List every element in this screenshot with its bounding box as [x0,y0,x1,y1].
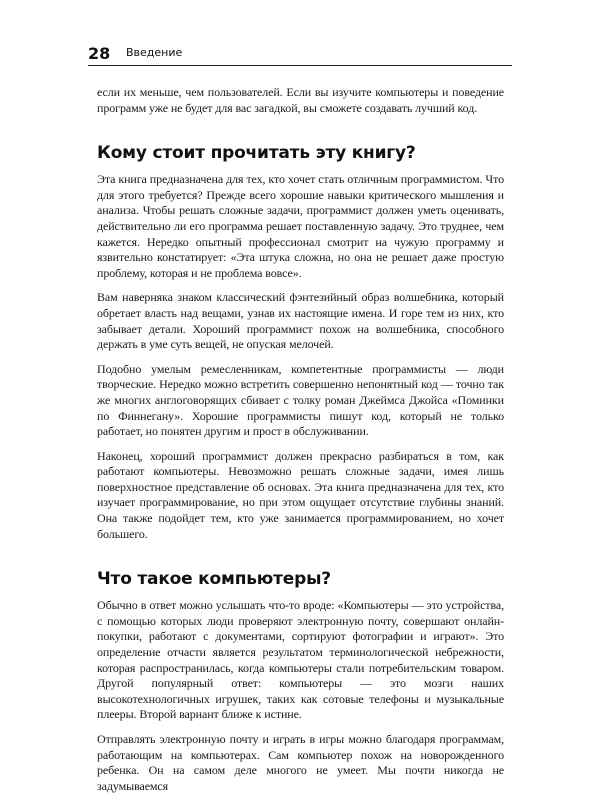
page-number: 28 [88,44,111,63]
header-rule [88,65,512,66]
paragraph: Отправлять электронную почту и играть в игры можно благодаря программам, работающим на компьютерах. Сам компьютер похож на новорожденного ребенка. Он на самом деле многого не умеет. Мы почти никогда не задумываемся [97,732,504,793]
page-body [97,85,504,803]
running-header-section: Введение [126,46,183,59]
paragraph: Вам наверняка знаком классический фэнтезийный образ волшебника, который обретает власть над вещами, узнав их настоящие имена. И горе тем из них, кто забывает детали. Хороший программист похож на волшебника, способного держать в уме суть вещей, не опуская мелочей. [97,290,504,352]
paragraph: Эта книга предназначена для тех, кто хочет стать отличным программистом. Что для этого требуется? Прежде всего хорошие навыки критического мышления и анализа. Чтобы решать сложные задачи, программист должен уметь оценивать, действительно ли его программа решает поставленную задачу. Это труднее, чем кажется. Нередко опытный профессионал смотрит на чужую программу и язвительно констатирует: «Эта штука сложна, но она не решает даже простую проблему, которая и не проблема вовсе». [97,172,504,280]
section-heading-what-are-computers: Что такое компьютеры? [97,569,331,590]
running-header [88,40,512,64]
paragraph: Наконец, хороший программист должен прекрасно разбираться в том, как работают компьютеры. Невозможно решать сложные задачи, имея лишь поверхностное представление об основах. Эта книга предназначена для тех, кто изучает программирование, но при этом ощущает отсутствие глубины знаний. Она также подойдет тем, кто уже занимается программированием, но хочет большего. [97,448,504,541]
intro-paragraph: если их меньше, чем пользователей. Если вы изучите компьютеры и поведение программ уже не будет для вас загадкой, вы сможете создавать лучший код. [97,85,504,115]
paragraph: Подобно умелым ремесленникам, компетентные программисты — люди творческие. Нередко можно встретить совершенно непонятный код — точно так же многих англоговорящих сбивает с толку роман Джеймса Джойса «Поминки по Финнегану». Хорошие программисты пишут код, который не только работает, но понятен другим и прост в обслуживании. [97,361,504,439]
section-heading-who-should-read: Кому стоит прочитать эту книгу? [97,143,416,164]
paragraph: Обычно в ответ можно услышать что-то вроде: «Компьютеры — это устройства, с помощью которых люди проверяют электронную почту, совершают онлайн-покупки, работают с документами, сортируют фотографии и играют». Это определение отчасти является результатом терминологической небрежности, которая распространилась, когда компьютеры стали потребительским товаром. Другой популярный ответ: компьютеры — это мозги наших высокотехнологичных игрушек, таких как сотовые телефоны и музыкальные плееры. Второй вариант ближе к истине. [97,598,504,722]
